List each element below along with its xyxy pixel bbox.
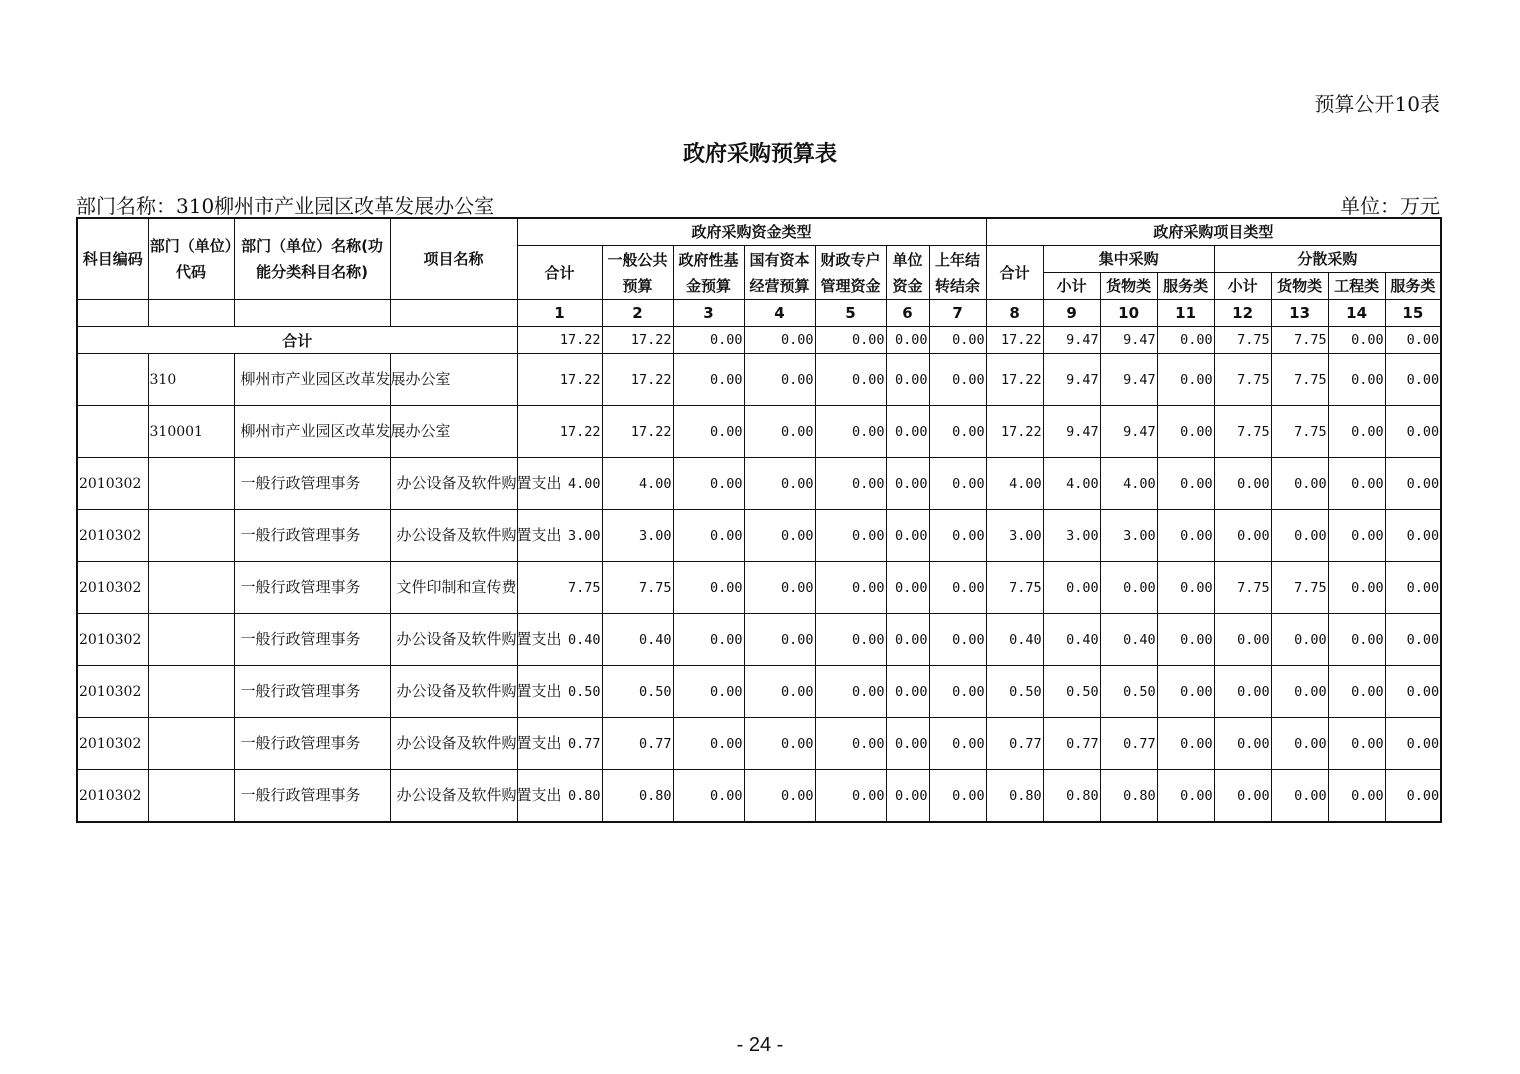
value-cell: 0.00 — [1271, 614, 1328, 666]
value-cell: 0.50 — [1100, 666, 1157, 718]
total-value: 0.00 — [929, 327, 986, 354]
table-row — [77, 614, 1441, 666]
subject-code-cell: 2010302 — [77, 666, 148, 718]
value-cell: 9.47 — [1100, 354, 1157, 406]
table-row — [77, 354, 1441, 406]
value-cell: 0.00 — [1157, 458, 1214, 510]
value-cell: 7.75 — [1271, 354, 1328, 406]
value-cell: 0.00 — [886, 666, 929, 718]
value-cell: 0.00 — [1328, 614, 1385, 666]
value-cell: 0.00 — [673, 458, 744, 510]
value-cell: 0.00 — [886, 354, 929, 406]
blank-cell — [77, 300, 148, 327]
value-cell: 0.77 — [1100, 718, 1157, 770]
value-cell: 0.50 — [986, 666, 1043, 718]
column-number: 1 — [517, 300, 602, 327]
dept-code-cell — [148, 458, 234, 510]
value-cell: 0.00 — [1328, 718, 1385, 770]
value-cell: 0.00 — [1385, 562, 1441, 614]
total-value: 0.00 — [673, 327, 744, 354]
dept-code-cell — [148, 718, 234, 770]
value-cell: 0.00 — [673, 562, 744, 614]
total-value: 7.75 — [1214, 327, 1271, 354]
dept-code-cell — [148, 666, 234, 718]
value-cell: 0.00 — [815, 614, 886, 666]
subject-code-cell: 2010302 — [77, 510, 148, 562]
table-header — [77, 218, 1441, 327]
value-cell: 7.75 — [1214, 354, 1271, 406]
value-cell: 0.00 — [1385, 406, 1441, 458]
value-cell: 4.00 — [986, 458, 1043, 510]
value-cell: 0.00 — [929, 718, 986, 770]
value-cell: 0.40 — [602, 614, 673, 666]
value-cell: 0.80 — [602, 770, 673, 823]
value-cell: 7.75 — [986, 562, 1043, 614]
page-number: - 24 - — [736, 1034, 784, 1056]
value-cell: 7.75 — [517, 562, 602, 614]
total-value: 17.22 — [986, 327, 1043, 354]
table-row — [77, 666, 1441, 718]
column-number: 6 — [886, 300, 929, 327]
subject-code-cell: 2010302 — [77, 770, 148, 823]
col-general-budget: 一般公共预算 — [602, 246, 673, 300]
total-label: 合计 — [77, 327, 517, 354]
value-cell: 3.00 — [517, 510, 602, 562]
value-cell: 0.00 — [1157, 562, 1214, 614]
value-cell: 0.77 — [517, 718, 602, 770]
value-cell: 0.00 — [815, 718, 886, 770]
value-cell: 0.00 — [929, 458, 986, 510]
subject-code-cell: 2010302 — [77, 614, 148, 666]
value-cell: 0.00 — [1385, 354, 1441, 406]
project-name-cell: 办公设备及软件购置支出 — [390, 666, 517, 718]
value-cell: 0.00 — [1157, 770, 1214, 823]
value-cell: 0.80 — [1043, 770, 1100, 823]
value-cell: 9.47 — [1043, 354, 1100, 406]
value-cell: 17.22 — [986, 354, 1043, 406]
value-cell: 17.22 — [986, 406, 1043, 458]
subject-code-cell — [77, 406, 148, 458]
value-cell: 0.00 — [673, 666, 744, 718]
value-cell: 0.00 — [744, 614, 815, 666]
value-cell: 0.00 — [1271, 458, 1328, 510]
value-cell: 0.00 — [1214, 510, 1271, 562]
value-cell: 0.80 — [517, 770, 602, 823]
col-d-subtotal: 小计 — [1214, 273, 1271, 300]
table-row — [77, 458, 1441, 510]
value-cell: 0.00 — [815, 770, 886, 823]
value-cell: 0.40 — [1100, 614, 1157, 666]
dept-name-cell: 柳州市产业园区改革发展办公室 — [234, 354, 390, 406]
value-cell: 0.00 — [1214, 614, 1271, 666]
value-cell: 0.00 — [1157, 718, 1214, 770]
dept-code-cell — [148, 614, 234, 666]
blank-cell — [234, 300, 390, 327]
total-value: 9.47 — [1043, 327, 1100, 354]
value-cell: 0.77 — [1043, 718, 1100, 770]
group-centralized: 集中采购 — [1043, 246, 1214, 273]
column-number: 4 — [744, 300, 815, 327]
project-name-cell: 文件印制和宣传费 — [390, 562, 517, 614]
value-cell: 0.00 — [886, 562, 929, 614]
form-number: 预算公开10表 — [1314, 92, 1440, 116]
value-cell: 0.00 — [1100, 562, 1157, 614]
value-cell: 0.80 — [986, 770, 1043, 823]
value-cell: 4.00 — [1043, 458, 1100, 510]
value-cell: 0.00 — [1157, 666, 1214, 718]
value-cell: 0.00 — [1157, 406, 1214, 458]
value-cell: 0.00 — [1328, 354, 1385, 406]
value-cell: 0.00 — [673, 718, 744, 770]
table-row — [77, 510, 1441, 562]
column-number: 14 — [1328, 300, 1385, 327]
col-fund-total: 合计 — [517, 246, 602, 300]
value-cell: 0.50 — [602, 666, 673, 718]
value-cell: 0.00 — [1328, 770, 1385, 823]
col-state-capital: 国有资本经营预算 — [744, 246, 815, 300]
blank-cell — [148, 300, 234, 327]
dept-name-cell: 一般行政管理事务 — [234, 770, 390, 823]
value-cell: 3.00 — [1100, 510, 1157, 562]
value-cell: 7.75 — [1214, 406, 1271, 458]
value-cell: 0.00 — [744, 354, 815, 406]
value-cell: 0.00 — [1385, 510, 1441, 562]
total-value: 0.00 — [744, 327, 815, 354]
value-cell: 4.00 — [1100, 458, 1157, 510]
unit-label: 单位：万元 — [1340, 194, 1440, 218]
col-d-engineering: 工程类 — [1328, 273, 1385, 300]
value-cell: 0.00 — [1271, 510, 1328, 562]
value-cell: 0.00 — [815, 458, 886, 510]
col-carryover: 上年结转结余 — [929, 246, 986, 300]
value-cell: 0.00 — [1328, 562, 1385, 614]
value-cell: 17.22 — [602, 354, 673, 406]
project-name-cell: 办公设备及软件购置支出 — [390, 770, 517, 823]
column-number: 8 — [986, 300, 1043, 327]
dept-name-cell: 一般行政管理事务 — [234, 666, 390, 718]
total-value: 7.75 — [1271, 327, 1328, 354]
total-value: 0.00 — [815, 327, 886, 354]
col-dept-name: 部门（单位）名称(功能分类科目名称) — [234, 218, 390, 300]
value-cell: 0.40 — [986, 614, 1043, 666]
subject-code-cell: 2010302 — [77, 718, 148, 770]
value-cell: 0.00 — [815, 406, 886, 458]
total-value: 0.00 — [886, 327, 929, 354]
value-cell: 0.00 — [929, 406, 986, 458]
dept-name-cell: 一般行政管理事务 — [234, 458, 390, 510]
value-cell: 0.00 — [1214, 666, 1271, 718]
value-cell: 0.00 — [1328, 510, 1385, 562]
column-number-row — [77, 300, 1441, 327]
value-cell: 17.22 — [602, 406, 673, 458]
total-value: 0.00 — [1328, 327, 1385, 354]
value-cell: 0.00 — [744, 510, 815, 562]
value-cell: 0.77 — [602, 718, 673, 770]
value-cell: 0.00 — [929, 770, 986, 823]
table-row — [77, 562, 1441, 614]
column-number: 9 — [1043, 300, 1100, 327]
value-cell: 0.00 — [929, 562, 986, 614]
value-cell: 0.00 — [886, 458, 929, 510]
value-cell: 0.00 — [673, 614, 744, 666]
value-cell: 17.22 — [517, 354, 602, 406]
dept-name-cell: 一般行政管理事务 — [234, 718, 390, 770]
value-cell: 0.00 — [929, 354, 986, 406]
value-cell: 9.47 — [1043, 406, 1100, 458]
value-cell: 0.00 — [1271, 666, 1328, 718]
project-name-cell: 办公设备及软件购置支出 — [390, 614, 517, 666]
dept-name-cell: 柳州市产业园区改革发展办公室 — [234, 406, 390, 458]
value-cell: 0.00 — [673, 354, 744, 406]
value-cell: 0.00 — [744, 770, 815, 823]
col-c-service: 服务类 — [1157, 273, 1214, 300]
value-cell: 0.00 — [1043, 562, 1100, 614]
dept-name-cell: 一般行政管理事务 — [234, 510, 390, 562]
value-cell: 4.00 — [602, 458, 673, 510]
value-cell: 0.00 — [929, 666, 986, 718]
value-cell: 17.22 — [517, 406, 602, 458]
project-name-cell: 办公设备及软件购置支出 — [390, 458, 517, 510]
col-c-goods: 货物类 — [1100, 273, 1157, 300]
dept-code-cell — [148, 770, 234, 823]
subject-code-cell: 2010302 — [77, 562, 148, 614]
dept-code-cell: 310001 — [148, 406, 234, 458]
department-name: 部门名称：310柳州市产业园区改革发展办公室 — [76, 194, 495, 218]
subject-code-cell: 2010302 — [77, 458, 148, 510]
value-cell: 0.00 — [929, 510, 986, 562]
value-cell: 3.00 — [602, 510, 673, 562]
table-row — [77, 718, 1441, 770]
total-value: 9.47 — [1100, 327, 1157, 354]
value-cell: 3.00 — [986, 510, 1043, 562]
value-cell: 0.00 — [744, 406, 815, 458]
value-cell: 0.00 — [673, 510, 744, 562]
table-row — [77, 406, 1441, 458]
value-cell: 0.00 — [1271, 718, 1328, 770]
value-cell: 4.00 — [517, 458, 602, 510]
value-cell: 0.00 — [1328, 406, 1385, 458]
col-subject-code: 科目编码 — [77, 218, 148, 300]
value-cell: 0.00 — [1271, 770, 1328, 823]
value-cell: 7.75 — [1214, 562, 1271, 614]
value-cell: 0.00 — [815, 666, 886, 718]
dept-code-cell — [148, 510, 234, 562]
column-number: 2 — [602, 300, 673, 327]
value-cell: 0.00 — [1385, 718, 1441, 770]
value-cell: 7.75 — [1271, 562, 1328, 614]
col-c-subtotal: 小计 — [1043, 273, 1100, 300]
procurement-budget-table — [76, 217, 1442, 823]
value-cell: 0.00 — [929, 614, 986, 666]
dept-name-cell: 一般行政管理事务 — [234, 562, 390, 614]
value-cell: 0.00 — [1385, 770, 1441, 823]
value-cell: 9.47 — [1100, 406, 1157, 458]
total-value: 17.22 — [602, 327, 673, 354]
value-cell: 0.00 — [1157, 510, 1214, 562]
value-cell: 0.00 — [1385, 666, 1441, 718]
value-cell: 0.00 — [1385, 614, 1441, 666]
value-cell: 0.00 — [886, 406, 929, 458]
value-cell: 0.00 — [744, 458, 815, 510]
value-cell: 0.00 — [1157, 614, 1214, 666]
column-number: 13 — [1271, 300, 1328, 327]
col-d-goods: 货物类 — [1271, 273, 1328, 300]
value-cell: 0.80 — [1100, 770, 1157, 823]
col-gov-fund: 政府性基金预算 — [673, 246, 744, 300]
group-decentralized: 分散采购 — [1214, 246, 1441, 273]
value-cell: 0.40 — [1043, 614, 1100, 666]
value-cell: 3.00 — [1043, 510, 1100, 562]
column-number: 7 — [929, 300, 986, 327]
col-special-mgmt: 财政专户管理资金 — [815, 246, 886, 300]
value-cell: 0.00 — [815, 562, 886, 614]
value-cell: 0.00 — [744, 718, 815, 770]
table-body — [77, 327, 1441, 823]
column-number: 3 — [673, 300, 744, 327]
value-cell: 0.00 — [1328, 666, 1385, 718]
value-cell: 0.77 — [986, 718, 1043, 770]
total-row — [77, 327, 1441, 354]
dept-code-cell: 310 — [148, 354, 234, 406]
value-cell: 0.00 — [744, 666, 815, 718]
value-cell: 0.00 — [815, 354, 886, 406]
value-cell: 0.00 — [744, 562, 815, 614]
total-value: 17.22 — [517, 327, 602, 354]
col-proj-total: 合计 — [986, 246, 1043, 300]
column-number: 15 — [1385, 300, 1441, 327]
value-cell: 0.00 — [815, 510, 886, 562]
blank-cell — [390, 300, 517, 327]
subject-code-cell — [77, 354, 148, 406]
column-number: 11 — [1157, 300, 1214, 327]
dept-code-cell — [148, 562, 234, 614]
value-cell: 0.50 — [517, 666, 602, 718]
table-row — [77, 770, 1441, 823]
value-cell: 0.00 — [1328, 458, 1385, 510]
project-name-cell: 办公设备及软件购置支出 — [390, 718, 517, 770]
value-cell: 0.00 — [886, 718, 929, 770]
total-value: 0.00 — [1385, 327, 1441, 354]
col-dept-code: 部门（单位）代码 — [148, 218, 234, 300]
value-cell: 0.00 — [673, 770, 744, 823]
page-title: 政府采购预算表 — [682, 142, 837, 167]
column-number: 5 — [815, 300, 886, 327]
dept-name-cell: 一般行政管理事务 — [234, 614, 390, 666]
column-number: 10 — [1100, 300, 1157, 327]
value-cell: 0.00 — [673, 406, 744, 458]
value-cell: 0.00 — [1214, 770, 1271, 823]
group-fund-type: 政府采购资金类型 — [517, 218, 986, 246]
value-cell: 0.00 — [886, 510, 929, 562]
project-name-cell: 办公设备及软件购置支出 — [390, 510, 517, 562]
col-d-service: 服务类 — [1385, 273, 1441, 300]
value-cell: 0.50 — [1043, 666, 1100, 718]
value-cell: 0.00 — [1214, 458, 1271, 510]
value-cell: 7.75 — [602, 562, 673, 614]
value-cell: 0.00 — [1385, 458, 1441, 510]
value-cell: 0.00 — [1214, 718, 1271, 770]
column-number: 12 — [1214, 300, 1271, 327]
value-cell: 0.00 — [886, 614, 929, 666]
value-cell: 7.75 — [1271, 406, 1328, 458]
col-unit-fund: 单位资金 — [886, 246, 929, 300]
group-project-type: 政府采购项目类型 — [986, 218, 1441, 246]
value-cell: 0.00 — [1157, 354, 1214, 406]
value-cell: 0.00 — [886, 770, 929, 823]
total-value: 0.00 — [1157, 327, 1214, 354]
value-cell: 0.40 — [517, 614, 602, 666]
col-project-name: 项目名称 — [390, 218, 517, 300]
